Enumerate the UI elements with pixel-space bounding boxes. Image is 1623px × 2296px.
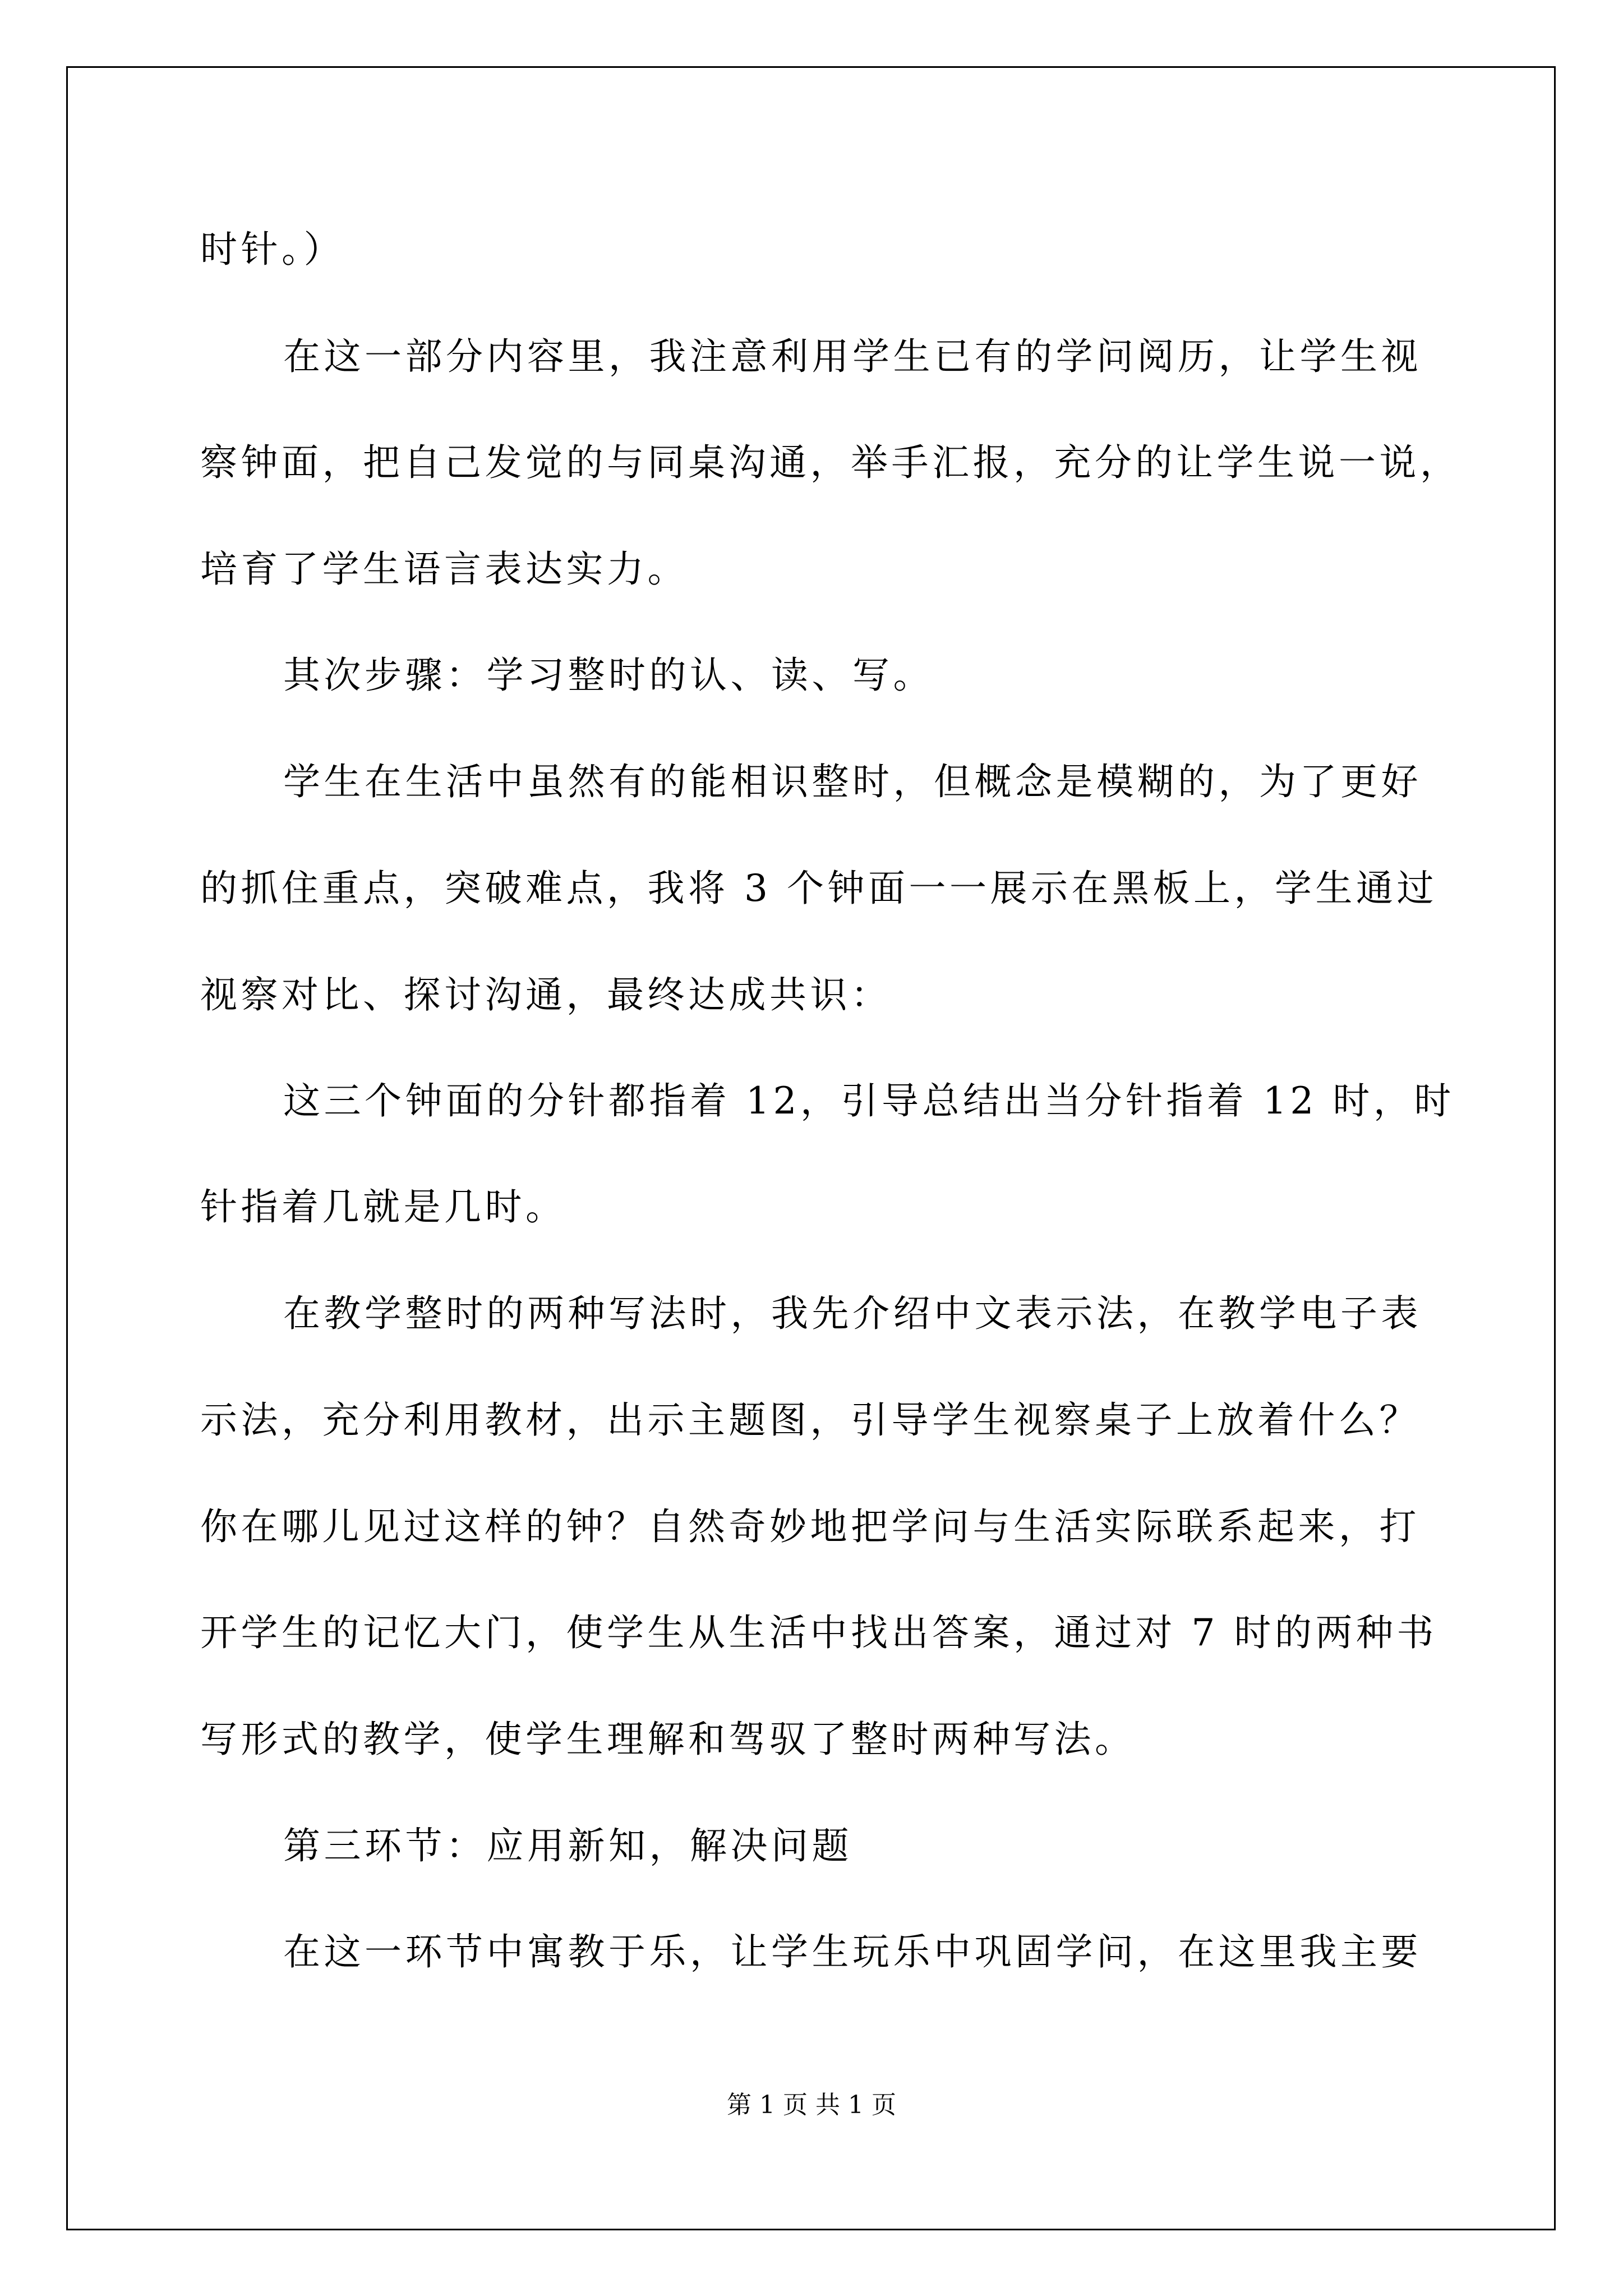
text-line: 培育了学生语言表达实力。 — [200, 547, 688, 591]
text-line: 针指着几就是几时。 — [200, 1185, 566, 1228]
text-line: 在这一环节中寓教于乐，让学生玩乐中巩固学问，在这里我主要 — [283, 1930, 1422, 1973]
text-line: 写形式的教学，使学生理解和驾驭了整时两种写法。 — [200, 1718, 1136, 1761]
text-line: 视察对比、探讨沟通，最终达成共识： — [200, 973, 892, 1016]
text-line: 这三个钟面的分针都指着 12，引导总结出当分针指着 12 时，时 — [283, 1079, 1455, 1122]
text-line: 你在哪儿见过这样的钟？自然奇妙地把学问与生活实际联系起来，打 — [200, 1505, 1420, 1548]
text-line: 在这一部分内容里，我注意利用学生已有的学问阅历，让学生视 — [283, 335, 1422, 378]
text-line: 的抓住重点，突破难点，我将 3 个钟面一一展示在黑板上，学生通过 — [200, 867, 1437, 910]
text-line: 第三环节：应用新知，解决问题 — [283, 1824, 852, 1867]
text-line: 学生在生活中虽然有的能相识整时，但概念是模糊的，为了更好 — [283, 760, 1422, 803]
text-line: 示法，充分利用教材，出示主题图，引导学生视察桌子上放着什么？ — [200, 1398, 1420, 1442]
text-line: 开学生的记忆大门，使学生从生活中找出答案，通过对 7 时的两种书 — [200, 1611, 1437, 1654]
text-line: 察钟面，把自己发觉的与同桌沟通，举手汇报，充分的让学生说一说， — [200, 441, 1461, 484]
text-line: 在教学整时的两种写法时，我先介绍中文表示法，在教学电子表 — [283, 1292, 1422, 1335]
text-line: 时针。） — [200, 228, 344, 271]
page-footer: 第 1 页 共 1 页 — [727, 2091, 896, 2119]
text-line: 其次步骤：学习整时的认、读、写。 — [283, 654, 934, 697]
page-border — [66, 66, 1556, 2230]
